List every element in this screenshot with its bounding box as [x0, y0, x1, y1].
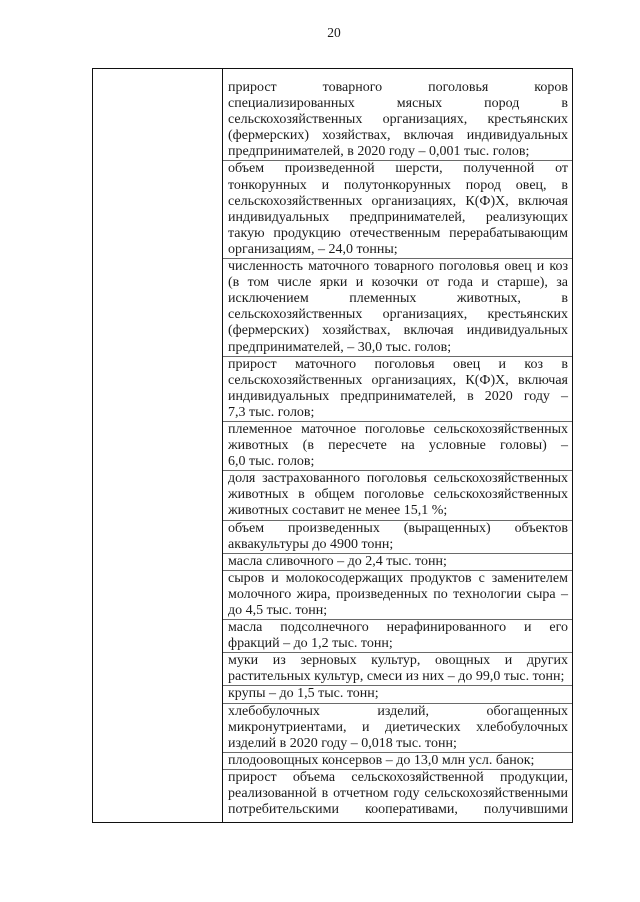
text-line: до 4,5 тыс. тонн;	[228, 603, 328, 618]
indicator-item	[223, 520, 572, 553]
text-line: прирост товарного поголовья коров	[228, 80, 568, 95]
indicator-item	[223, 80, 572, 160]
text-line: сыров и молокосодержащих продуктов с заменителем	[228, 570, 568, 586]
right-cell	[223, 69, 572, 822]
indicator-item	[223, 685, 572, 702]
text-line: такую продукцию отечественным перерабатывающим	[228, 225, 568, 241]
text-line: молочного жира, произведенных по технологии сыра –	[228, 586, 568, 602]
indicator-item	[223, 769, 572, 818]
text-line: муки из зерновых культур, овощных и других	[228, 653, 568, 669]
text-line: доля застрахованного поголовья сельскохозяйственных	[228, 471, 568, 487]
text-line: реализованной в отчетном году сельскохозяйственными	[228, 786, 568, 802]
text-line: индивидуальных предпринимателей, реализующих	[228, 209, 568, 225]
text-line: растительных культур, смеси из них – до 99,0 тыс. тонн;	[228, 669, 565, 685]
indicator-item	[223, 619, 572, 652]
text-line: индивидуальных предпринимателей, в 2020 году –	[228, 388, 568, 404]
text-line: микронутриентами, и диетических хлебобулочных	[228, 719, 568, 735]
text-line: (в том числе ярки и козочки от года и старше), за	[228, 275, 568, 291]
text-line: масла сливочного – до 2,4 тыс. тонн;	[228, 553, 447, 569]
indicator-item	[223, 356, 572, 421]
text-line: прирост объема сельскохозяйственной продукции,	[228, 769, 568, 785]
text-line: прирост маточного поголовья овец и коз в	[228, 356, 568, 372]
indicator-item	[223, 553, 572, 570]
text-line: (фермерских) хозяйствах, включая индивидуальных	[228, 323, 568, 339]
text-line: сельскохозяйственных организациях, К(Ф)Х, включая	[228, 193, 568, 209]
text-line: 7,3 тыс. голов;	[228, 404, 315, 420]
text-line: специализированных мясных пород в	[228, 96, 568, 112]
indicator-item	[223, 752, 572, 769]
text-line: сельскохозяйственных организациях, крестьянских	[228, 112, 568, 128]
text-line: организациям, – 24,0 тонны;	[228, 241, 398, 257]
text-line: изделий в 2020 году – 0,018 тыс. тонн;	[228, 735, 457, 751]
text-line: племенное маточное поголовье сельскохозяйственных	[228, 421, 568, 437]
indicator-item	[223, 160, 572, 258]
indicator-item	[223, 258, 572, 356]
indicator-item	[223, 703, 572, 752]
text-line: сельскохозяйственных организациях, К(Ф)Х, включая	[228, 372, 568, 388]
text-line: предпринимателей, – 30,0 тыс. голов;	[228, 339, 452, 355]
text-line: исключением племенных животных, в	[228, 291, 568, 307]
text-line: фракций – до 1,2 тыс. тонн;	[228, 636, 393, 652]
text-line: крупы – до 1,5 тыс. тонн;	[228, 686, 379, 702]
text-line: масла подсолнечного нерафинированного и его	[228, 620, 568, 636]
text-line: сельскохозяйственных организациях, крестьянских	[228, 307, 568, 323]
page-number: 20	[327, 25, 341, 40]
text-line: тонкорунных и полутонкорунных пород овец, в	[228, 177, 568, 193]
text-line: плодоовощных консервов – до 13,0 млн усл. банок;	[228, 752, 535, 768]
text-line: потребительскими кооперативами, получившими	[228, 802, 568, 818]
text-line: объем произведенных (выращенных) объектов	[228, 520, 568, 536]
indicator-item	[223, 652, 572, 685]
text-line: численность маточного товарного поголовья овец и коз	[228, 259, 568, 275]
text-line: животных составит не менее 15,1 %;	[228, 503, 448, 519]
text-line: 6,0 тыс. голов;	[228, 454, 315, 470]
text-line: объем произведенной шерсти, полученной от	[228, 161, 568, 177]
indicator-item	[223, 470, 572, 519]
text-line: (фермерских) хозяйствах, включая индивидуальных	[228, 128, 568, 144]
text-line: предпринимателей, в 2020 году – 0,001 тыс. голов;	[228, 144, 530, 160]
left-cell	[93, 69, 223, 822]
indicator-item	[223, 421, 572, 470]
indicator-item	[223, 570, 572, 619]
indicators-table	[92, 68, 573, 823]
text-line: животных в общем поголовье сельскохозяйственных	[228, 487, 568, 503]
text-line: хлебобулочных изделий, обогащенных	[228, 703, 568, 719]
text-line: животных (в пересчете на условные головы) –	[228, 438, 568, 454]
text-line: аквакультуры до 4900 тонн;	[228, 536, 394, 552]
